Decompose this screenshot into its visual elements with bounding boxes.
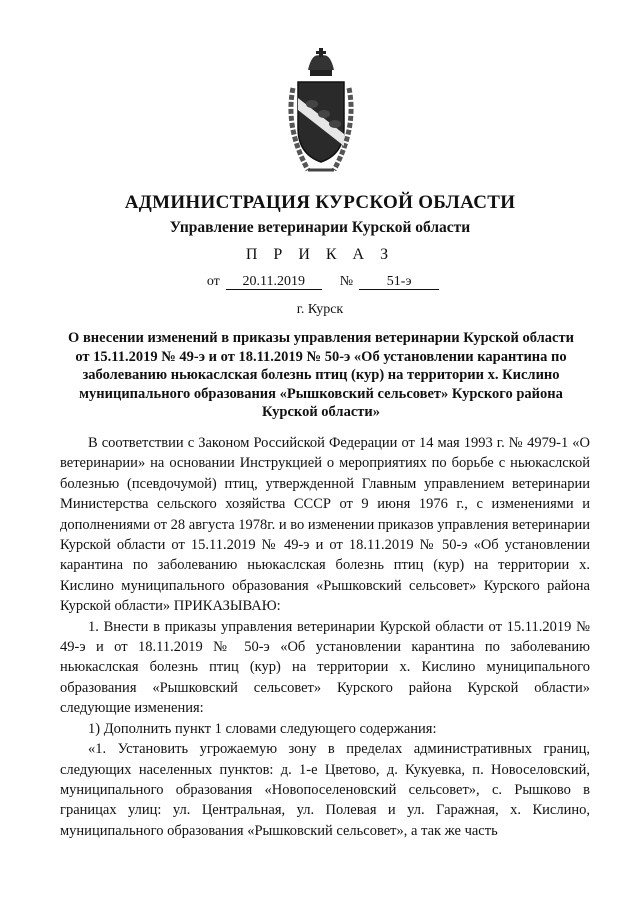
kursk-coat-of-arms-icon xyxy=(284,48,358,178)
department-name: Управление ветеринарии Курской области xyxy=(169,219,471,236)
document-title: О внесении изменений в приказы управления ветеринарии Курской области от 15.11.2019 № 49-э и от 18.11.2019 № 50-э «Об установлении карантина по заболеванию ньюкаслская болезнь птиц (кур) на территории х. Кислино муниципального образования «Рышковский сельсовет» Курского района Курской области» xyxy=(68,330,574,420)
city: г. Курск xyxy=(296,302,344,317)
number-label: № xyxy=(339,274,354,289)
paragraph: В соответствии с Законом Российской Федерации от 14 мая 1993 г. № 4979-1 «О ветеринарии» на основании Инструкцией о мероприятиях по борьбе с ньюкаслской болезнью (псевдочумой) птиц, утвержденной Главным управлением ветеринарии Министерства сельского хозяйства СССР от 9 июня 1976 г., с изменениями и дополнениями от 28 августа 1978г. и во изменении приказов управления ветеринарии Курской области от 15.11.2019 № 49-э и от 18.11.2019 № 50-э «Об установлении карантина по заболеванию ньюкаслская болезнь птиц (кур) на территории х. Кислино муниципального образования «Рышковский сельсовет» Курского района Курской области» ПРИКАЗЫВАЮ: xyxy=(60,435,591,615)
document-type: П Р И К А З xyxy=(245,246,395,263)
order-date-number-line xyxy=(0,274,640,290)
order-number: 51-э xyxy=(359,274,439,290)
paragraph: 1) Дополнить пункт 1 словами следующего содержания: xyxy=(88,720,437,737)
order-date: 20.11.2019 xyxy=(226,274,322,290)
paragraph: «1. Установить угрожаемую зону в пределах административных границ, следующих населенных пунктов: д. 1-е Цветово, д. Кукуевка, п. Новоселовский, муниципального образования «Новопоселеновский сельсовет», с. Рышково в границах улиц: ул. Центральная, ул. Полевая и ул. Гаражная, х. Кислино, муниципального образования «Рышковский сельсовет», а так же часть xyxy=(60,741,590,839)
document-body xyxy=(60,433,590,841)
paragraph: 1. Внести в приказы управления ветеринарии Курской области от 15.11.2019 № 49-э и от 18.11.2019 № 50-э «Об установлении карантина по заболеванию ньюкаслская болезнь птиц (кур) на территории х. Кислино муниципального образования «Рышковский сельсовет» Курского района Курской области» следующие изменения: xyxy=(60,618,590,717)
organization-name: АДМИНИСТРАЦИЯ КУРСКОЙ ОБЛАСТИ xyxy=(124,192,516,213)
from-label: от xyxy=(206,274,220,289)
